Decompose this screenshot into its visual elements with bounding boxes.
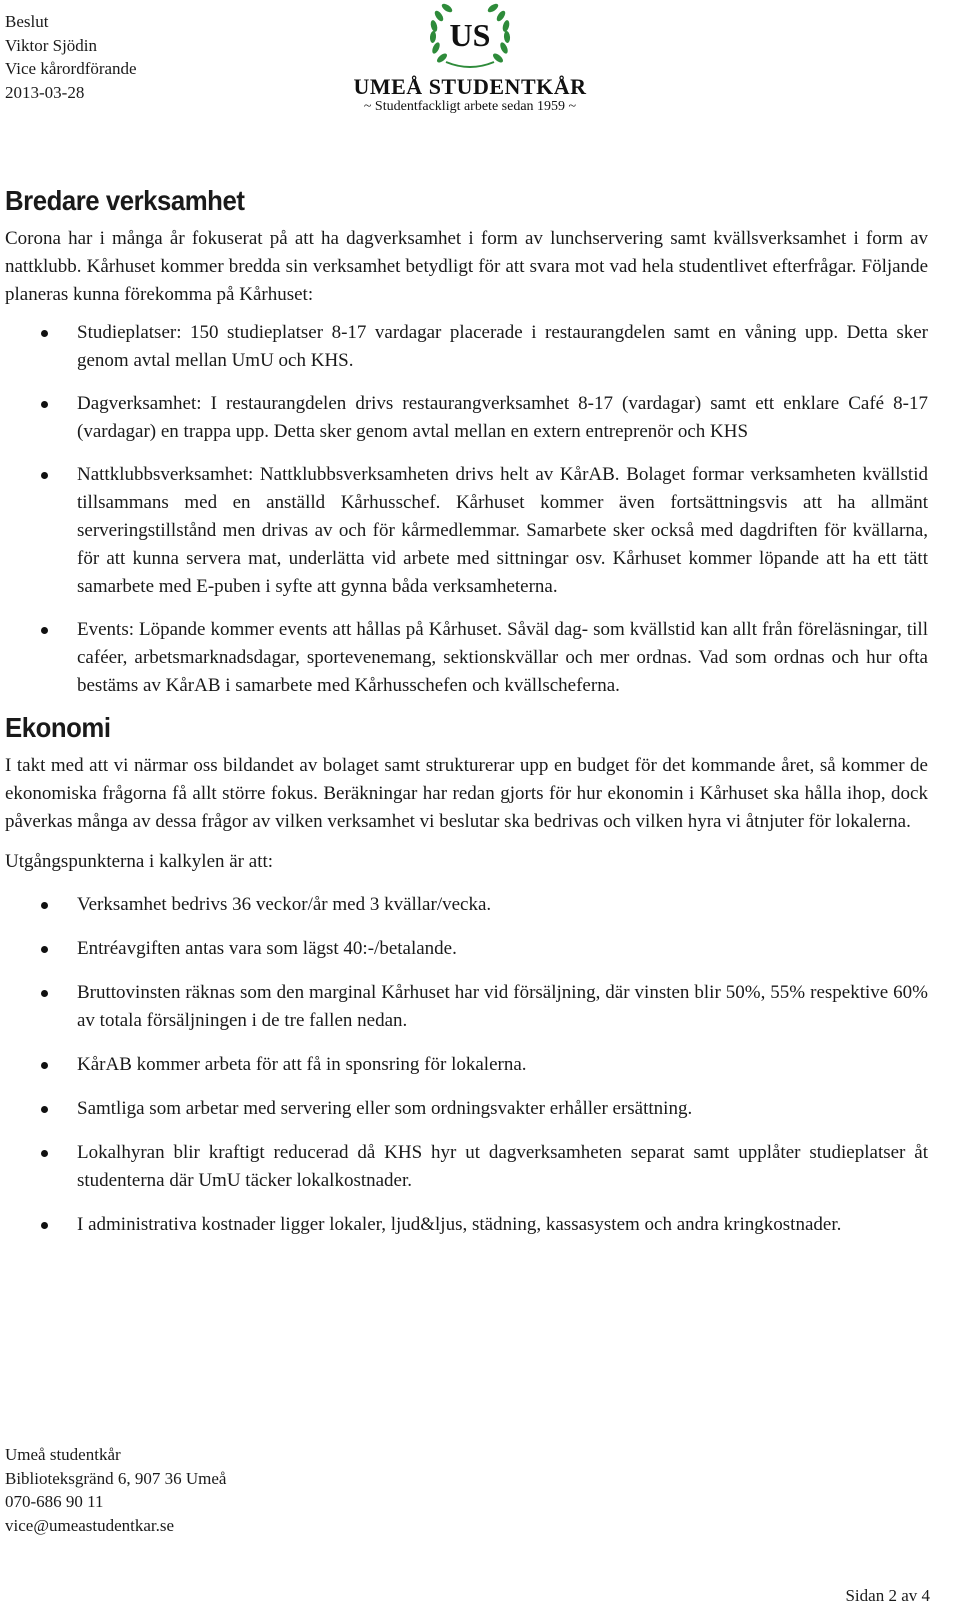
author-name: Viktor Sjödin (5, 35, 98, 55)
list-item: Verksamhet bedrivs 36 veckor/år med 3 kvällar/vecka. (5, 891, 928, 919)
footer-email: vice@umeastudentkar.se (5, 1515, 175, 1535)
author-role: Vice kårordförande (5, 59, 137, 78)
paragraph-bredare-intro: Corona har i många år fokuserat på att ha dagverksamhet i form av lunchservering samt kvällsverksamhet i form av nattklubb. Kårhuset kommer bredda sin verksamhet betydligt för att svara mot vad hela studentlivet efterfrågar. Följande planeras kunna förekomma på Kårhuset: (5, 228, 928, 305)
list-item: Entréavgiften antas vara som lägst 40:-/betalande. (5, 935, 928, 963)
bullet-icon (41, 946, 48, 953)
footer-phone: 070-686 90 11 (5, 1492, 104, 1511)
paragraph-ekonomi-lead: Utgångspunkterna i kalkylen är att: (5, 851, 274, 872)
bullet-icon (41, 627, 48, 634)
footer-org: Umeå studentkår (5, 1445, 121, 1464)
list-item: Nattklubbsverksamhet: Nattklubbsverksamheten drivs helt av KårAB. Bolaget formar verksamheten kvällstid tillsammans med en anställd Kårhusschef. Kårhuset kommer även fortsättningsvis att ha allmänt serveringstillstånd men drivas av och för kårmedlemmar. Samarbete sker också med dagdriften för kvällarna, för att kunna servera mat, underlätta vid arbete med sittningar osv. Kårhuset kommer löpande att ha ett tätt samarbete med E-puben i syfte att gynna båda verksamheterna. (5, 461, 928, 601)
bullet-icon (41, 902, 48, 909)
doc-date: 2013-03-28 (5, 82, 85, 102)
page-number: Sidan 2 av 4 (845, 1586, 930, 1605)
bullet-icon (41, 401, 48, 408)
list-item: Dagverksamhet: I restaurangdelen drivs restaurangverksamhet 8-17 (vardagar) samt ett enklare Café 8-17 (vardagar) en trappa upp. Detta sker genom avtal mellan en extern entreprenör och KHS (5, 390, 928, 446)
page-footer (5, 1443, 226, 1537)
list-item: Samtliga som arbetar med servering eller som ordningsvakter erhåller ersättning. (5, 1095, 928, 1123)
list-item: Events: Löpande kommer events att hållas på Kårhuset. Såväl dag- som kvällstid kan allt från föreläsningar, till caféer, arbetsmarknadsdagar, sportevenemang, sektionskvällar och mer ordnas. Vad som ordnas och hur ofta bestäms av KårAB i samarbete med Kårhusschefen och kvällscheferna. (5, 616, 928, 700)
heading-ekonomi: Ekonomi (5, 712, 111, 743)
bullet-icon (41, 330, 48, 337)
bullet-icon (41, 1150, 48, 1157)
bullet-icon (41, 1062, 48, 1069)
list-item: Lokalhyran blir kraftigt reducerad då KHS hyr ut dagverksamheten separat samt upplåter studieplatser åt studenterna där UmU täcker lokalkostnader. (5, 1139, 928, 1195)
document-body (5, 183, 928, 1239)
document-meta (5, 10, 137, 104)
list-item: I administrativa kostnader ligger lokaler, ljud&ljus, städning, kassasystem och andra kringkostnader. (5, 1211, 928, 1239)
bullet-icon (41, 472, 48, 479)
heading-bredare-verksamhet: Bredare verksamhet (5, 185, 245, 216)
svg-text:US: US (449, 17, 491, 53)
logo-name: UMEÅ STUDENTKÅR (353, 74, 587, 99)
bullet-icon (41, 990, 48, 997)
list-item: KårAB kommer arbeta för att få in sponsring för lokalerna. (5, 1051, 928, 1079)
bullet-list-ekonomi (5, 891, 928, 1239)
paragraph-ekonomi-intro: I takt med att vi närmar oss bildandet av bolaget samt strukturerar upp en budget för det kommande året, så kommer de ekonomiska frågorna få allt större fokus. Beräkningar har redan gjorts för hur ekonomin i Kårhuset ska hålla ihop, dock påverkas många av dessa frågor av vilken verksamhet vi beslutar ska bedrivas och vilken hyra vi åtnjuter för lokalerna. (5, 755, 928, 832)
bullet-icon (41, 1106, 48, 1113)
bullet-list-bredare (5, 319, 928, 700)
laurel-monogram-icon (422, 0, 518, 72)
logo-tagline: ~ Studentfackligt arbete sedan 1959 ~ (363, 99, 577, 114)
umea-studentkar-logo (340, 0, 600, 120)
footer-address: Biblioteksgränd 6, 907 36 Umeå (5, 1468, 227, 1488)
list-item: Bruttovinsten räknas som den marginal Kårhuset har vid försäljning, där vinsten blir 50%, 55% respektive 60% av totala försäljningen i de tre fallen nedan. (5, 979, 928, 1035)
list-item: Studieplatser: 150 studieplatser 8-17 vardagar placerade i restaurangdelen samt en våning upp. Detta sker genom avtal mellan UmU och KHS. (5, 319, 928, 375)
bullet-icon (41, 1222, 48, 1229)
doc-type: Beslut (5, 12, 49, 31)
